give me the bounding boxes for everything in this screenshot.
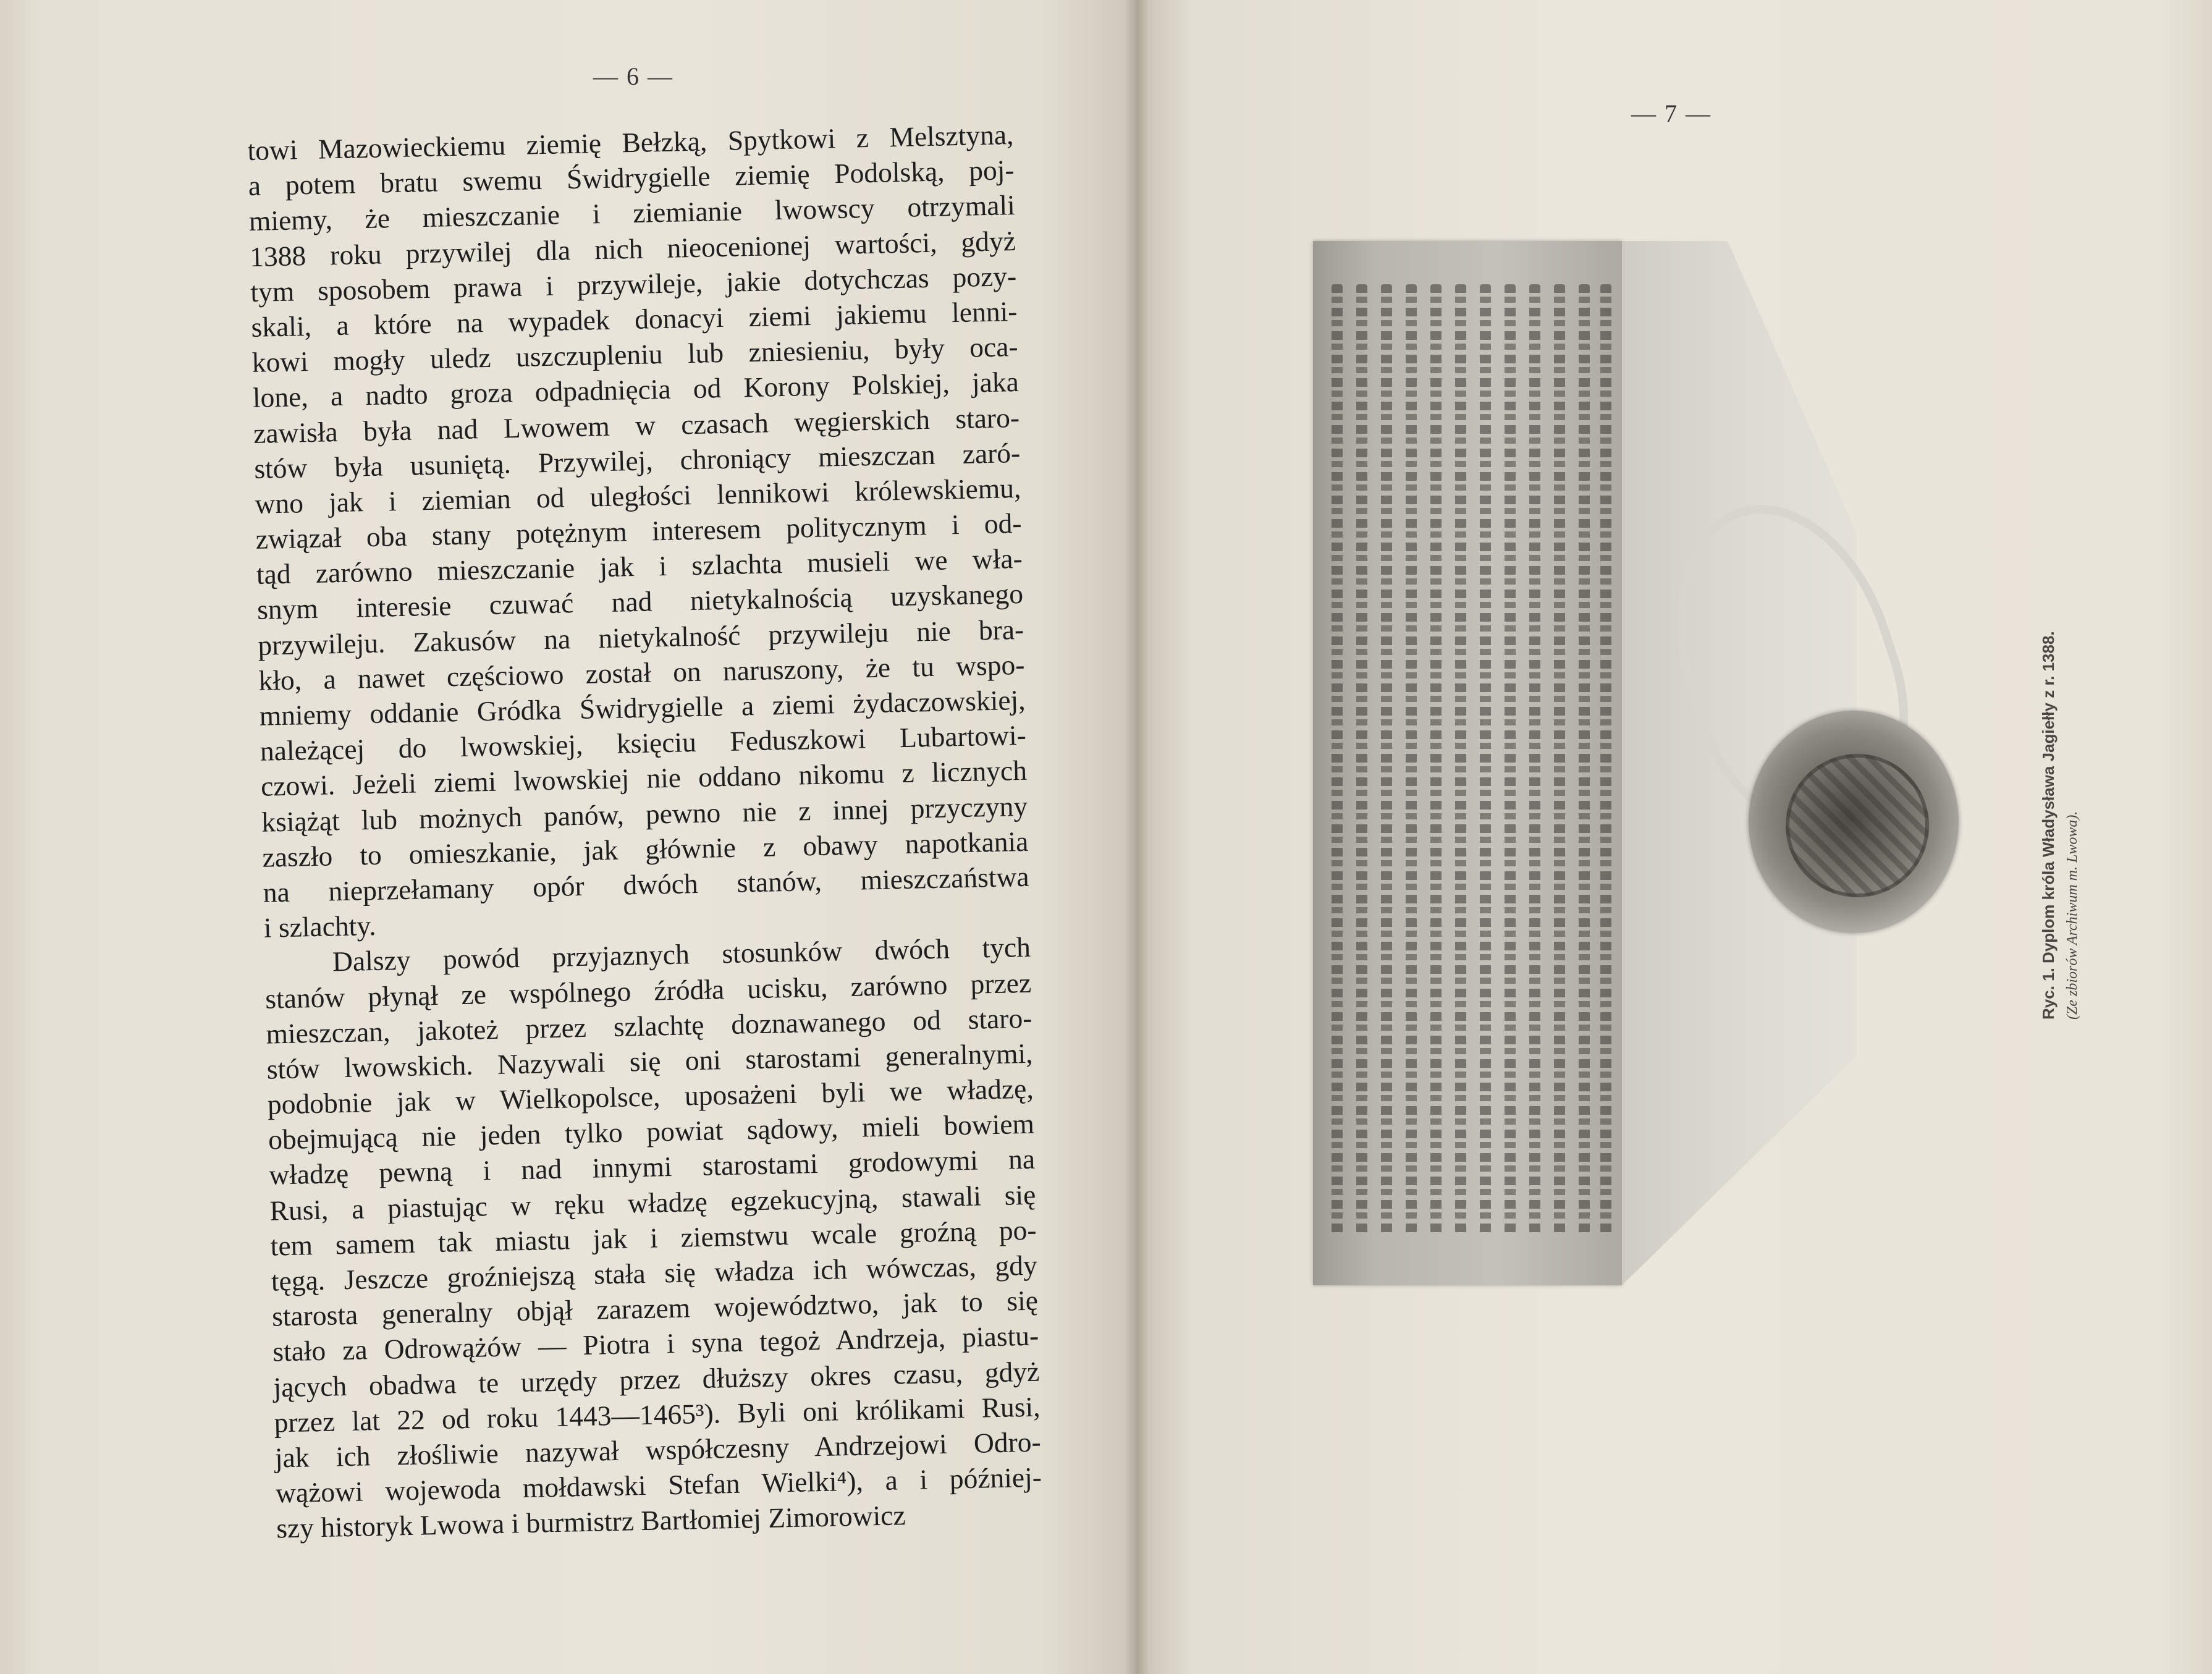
text-line: lone, a nadto groza odpadnięcia od Korony Polskiej, jaka — [252, 366, 1019, 414]
text-line: Dalszy powód przyjaznych stosunków dwóch tych — [332, 931, 1031, 978]
text-line: a potem bratu swemu Świdrygielle ziemię Podolską, poj- — [248, 154, 1015, 202]
text-line: tęgą. Jeszcze groźniejszą stała się władza ich wówczas, gdy — [271, 1249, 1038, 1297]
text-line: związał oba stany potężnym interesem politycznym i od- — [255, 507, 1023, 555]
wax-seal — [1749, 711, 1959, 933]
text-line: władzę pewną i nad innymi starostami grodowymi na — [268, 1143, 1036, 1191]
caption-source: (Ze zbiorów Archiwum m. Lwowa). — [2064, 811, 2080, 1020]
text-line: skali, a które na wypadek donacyi ziemi jakiemu lenni- — [251, 295, 1018, 343]
text-line: Rusi, a piastując w ręku władzę egzekucyjną, stawali się — [269, 1178, 1036, 1227]
text-line: mniemy oddanie Gródka Świdrygielle a ziemi żydaczowskiej, — [259, 683, 1026, 732]
text-line: stało za Odrowążów — Piotra i syna tegoż Andrzeja, piastu- — [272, 1319, 1039, 1368]
book-gutter — [1125, 0, 1149, 1674]
text-line: stów była usuniętą. Przywilej, chroniący mieszczan zaró- — [253, 436, 1021, 484]
text-line: przywileju. Zakusów na nietykalność przywileju nie bra- — [257, 613, 1024, 661]
text-line: i szlachty. — [263, 910, 376, 944]
text-line: należącej do lwowskiej, księciu Feduszkowi Lubartowi- — [260, 719, 1027, 767]
text-line: zaszło to omieszkanie, jak głównie z obawy napotkania — [262, 825, 1029, 873]
text-line: jak ich złośliwie nazywał współczesny Andrzejowi Odro- — [274, 1426, 1042, 1474]
text-line: wążowi wojewoda mołdawski Stefan Wielki⁴), a i później- — [275, 1461, 1042, 1509]
text-line: podobnie jak w Wielkopolsce, uposażeni byli we władzę, — [267, 1072, 1034, 1120]
text-line: czowi. Jeżeli ziemi lwowskiej nie oddano nikomu z licznych — [260, 755, 1028, 803]
text-line: książąt lub możnych panów, pewno nie z innej przyczyny — [261, 790, 1028, 838]
text-line: stów lwowskich. Nazywali się oni starostami generalnymi, — [266, 1037, 1033, 1085]
text-line: miemy, że mieszczanie i ziemianie lwowscy otrzymali — [248, 189, 1016, 237]
text-line: tem samem tak miastu jak i ziemstwu wcale groźną po- — [270, 1214, 1037, 1262]
page-number-right: — 7 — — [1631, 99, 1712, 127]
figure-caption — [2039, 631, 2081, 1020]
text-line: 1388 roku przywilej dla nich nieocenionej wartości, gdyż — [249, 224, 1016, 273]
charter-parchment — [1313, 241, 1622, 1285]
text-line: obejmującą nie jeden tylko powiat sądowy, mieli bowiem — [268, 1107, 1035, 1156]
body-text — [247, 117, 1043, 1546]
text-line: wno jak i ziemian od uległości lennikowi królewskiemu, — [255, 471, 1021, 520]
text-line: tąd zarówno mieszczanie jak i szlachta musieli we wła- — [256, 543, 1023, 591]
text-line: zawisła była nad Lwowem w czasach węgierskich staro- — [253, 401, 1020, 449]
text-line: tym sposobem prawa i przywileje, jakie dotychczas pozy- — [250, 260, 1017, 308]
text-line: towi Mazowieckiemu ziemię Bełzką, Spytkowi z Melsztyna, — [247, 119, 1014, 166]
text-line: kło, a nawet częściowo został on naruszony, że tu wspo- — [258, 648, 1025, 696]
page-number-left: — 6 — — [593, 62, 673, 90]
caption-title: Ryc. 1. Dyplom króla Władysława Jagiełły z r. 1388. — [2039, 631, 2058, 1020]
seal-emblem — [1786, 754, 1929, 897]
text-line: przez lat 22 od roku 1443—1465³). Byli oni królikami Rusi, — [274, 1390, 1041, 1439]
text-line: snym interesie czuwać nad nietykalnością uzyskanego — [256, 578, 1024, 626]
text-line: na nieprzełamany opór dwóch stanów, mieszczaństwa — [263, 860, 1030, 908]
charter-facsimile-image — [1313, 241, 1993, 1285]
text-line: mieszczan, jakoteż przez szlachtę doznawanego od staro- — [266, 1002, 1032, 1050]
text-line: kowi mogły uledz uszczupleniu lub zniesieniu, były oca- — [251, 331, 1019, 379]
text-line: starosta generalny objął zarazem województwo, jak to się — [271, 1284, 1039, 1332]
text-line: szy historyk Lwowa i burmistrz Bartłomiej Zimorowicz — [276, 1499, 906, 1544]
text-line: stanów płynął ze wspólnego źródła ucisku, zarówno przez — [264, 966, 1032, 1015]
text-line: jących obadwa te urzędy przez dłuższy okres czasu, gdyż — [272, 1355, 1040, 1403]
